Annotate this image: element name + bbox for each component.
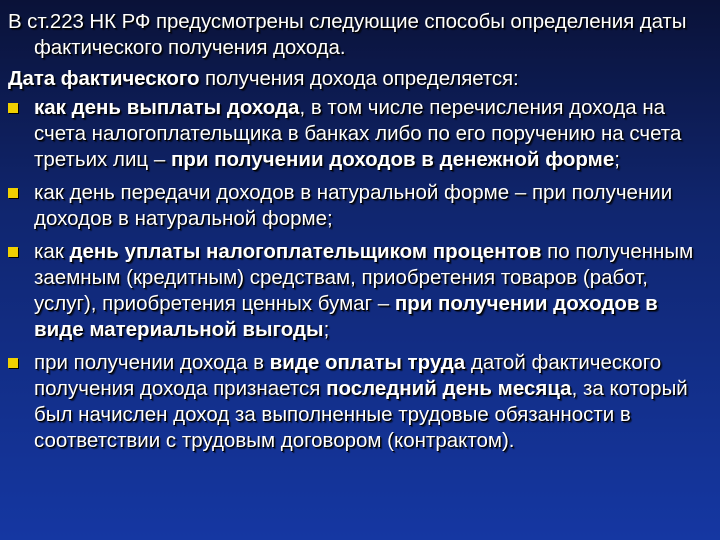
item-text: ; xyxy=(323,318,330,341)
item-text: при получении дохода в xyxy=(34,351,270,374)
intro-paragraph xyxy=(8,9,720,61)
item-bold: при получении доходов в денежной форме xyxy=(170,148,615,171)
methods-list xyxy=(8,95,698,461)
item-text: ; xyxy=(614,148,620,171)
square-bullet-icon xyxy=(8,188,18,198)
item-text: как xyxy=(34,240,70,263)
list-item xyxy=(8,180,698,232)
list-item xyxy=(8,95,698,173)
item-text: по полученным заемным (кредитным) средствам, приобретения товаров (работ, услуг), приобретения ценных бумаг – xyxy=(34,240,694,315)
lead-paragraph xyxy=(8,66,698,92)
item-bold: как день выплаты дохода xyxy=(34,96,300,119)
item-text: датой фактического получения дохода признается xyxy=(34,351,662,400)
lead-bold: Дата фактического xyxy=(8,67,200,90)
item-bold: день уплаты налогоплательщиком процентов xyxy=(69,240,542,263)
square-bullet-icon xyxy=(8,247,18,257)
item-bold: при получении доходов в виде материальной выгоды xyxy=(34,292,658,341)
intro-text: В ст.223 НК РФ предусмотрены следующие способы определения даты фактического получения дохода. xyxy=(8,10,687,59)
lead-rest: получения дохода определяется: xyxy=(199,67,519,90)
square-bullet-icon xyxy=(8,103,18,113)
item-bold: виде оплаты труда xyxy=(269,351,466,374)
item-text: как день передачи доходов в натуральной форме – при получении доходов в натуральной форме; xyxy=(34,181,673,230)
list-item xyxy=(8,350,698,454)
item-text: , в том числе перечисления дохода на счета налогоплательщика в банках либо по его поручению на счета третьих лиц – xyxy=(34,96,682,171)
square-bullet-icon xyxy=(8,358,18,368)
item-bold: последний день месяца xyxy=(326,377,572,400)
list-item xyxy=(8,239,698,343)
item-text: , за который был начислен доход за выполненные трудовые обязанности в соответствии с трудовым договором (контрактом). xyxy=(34,377,688,452)
